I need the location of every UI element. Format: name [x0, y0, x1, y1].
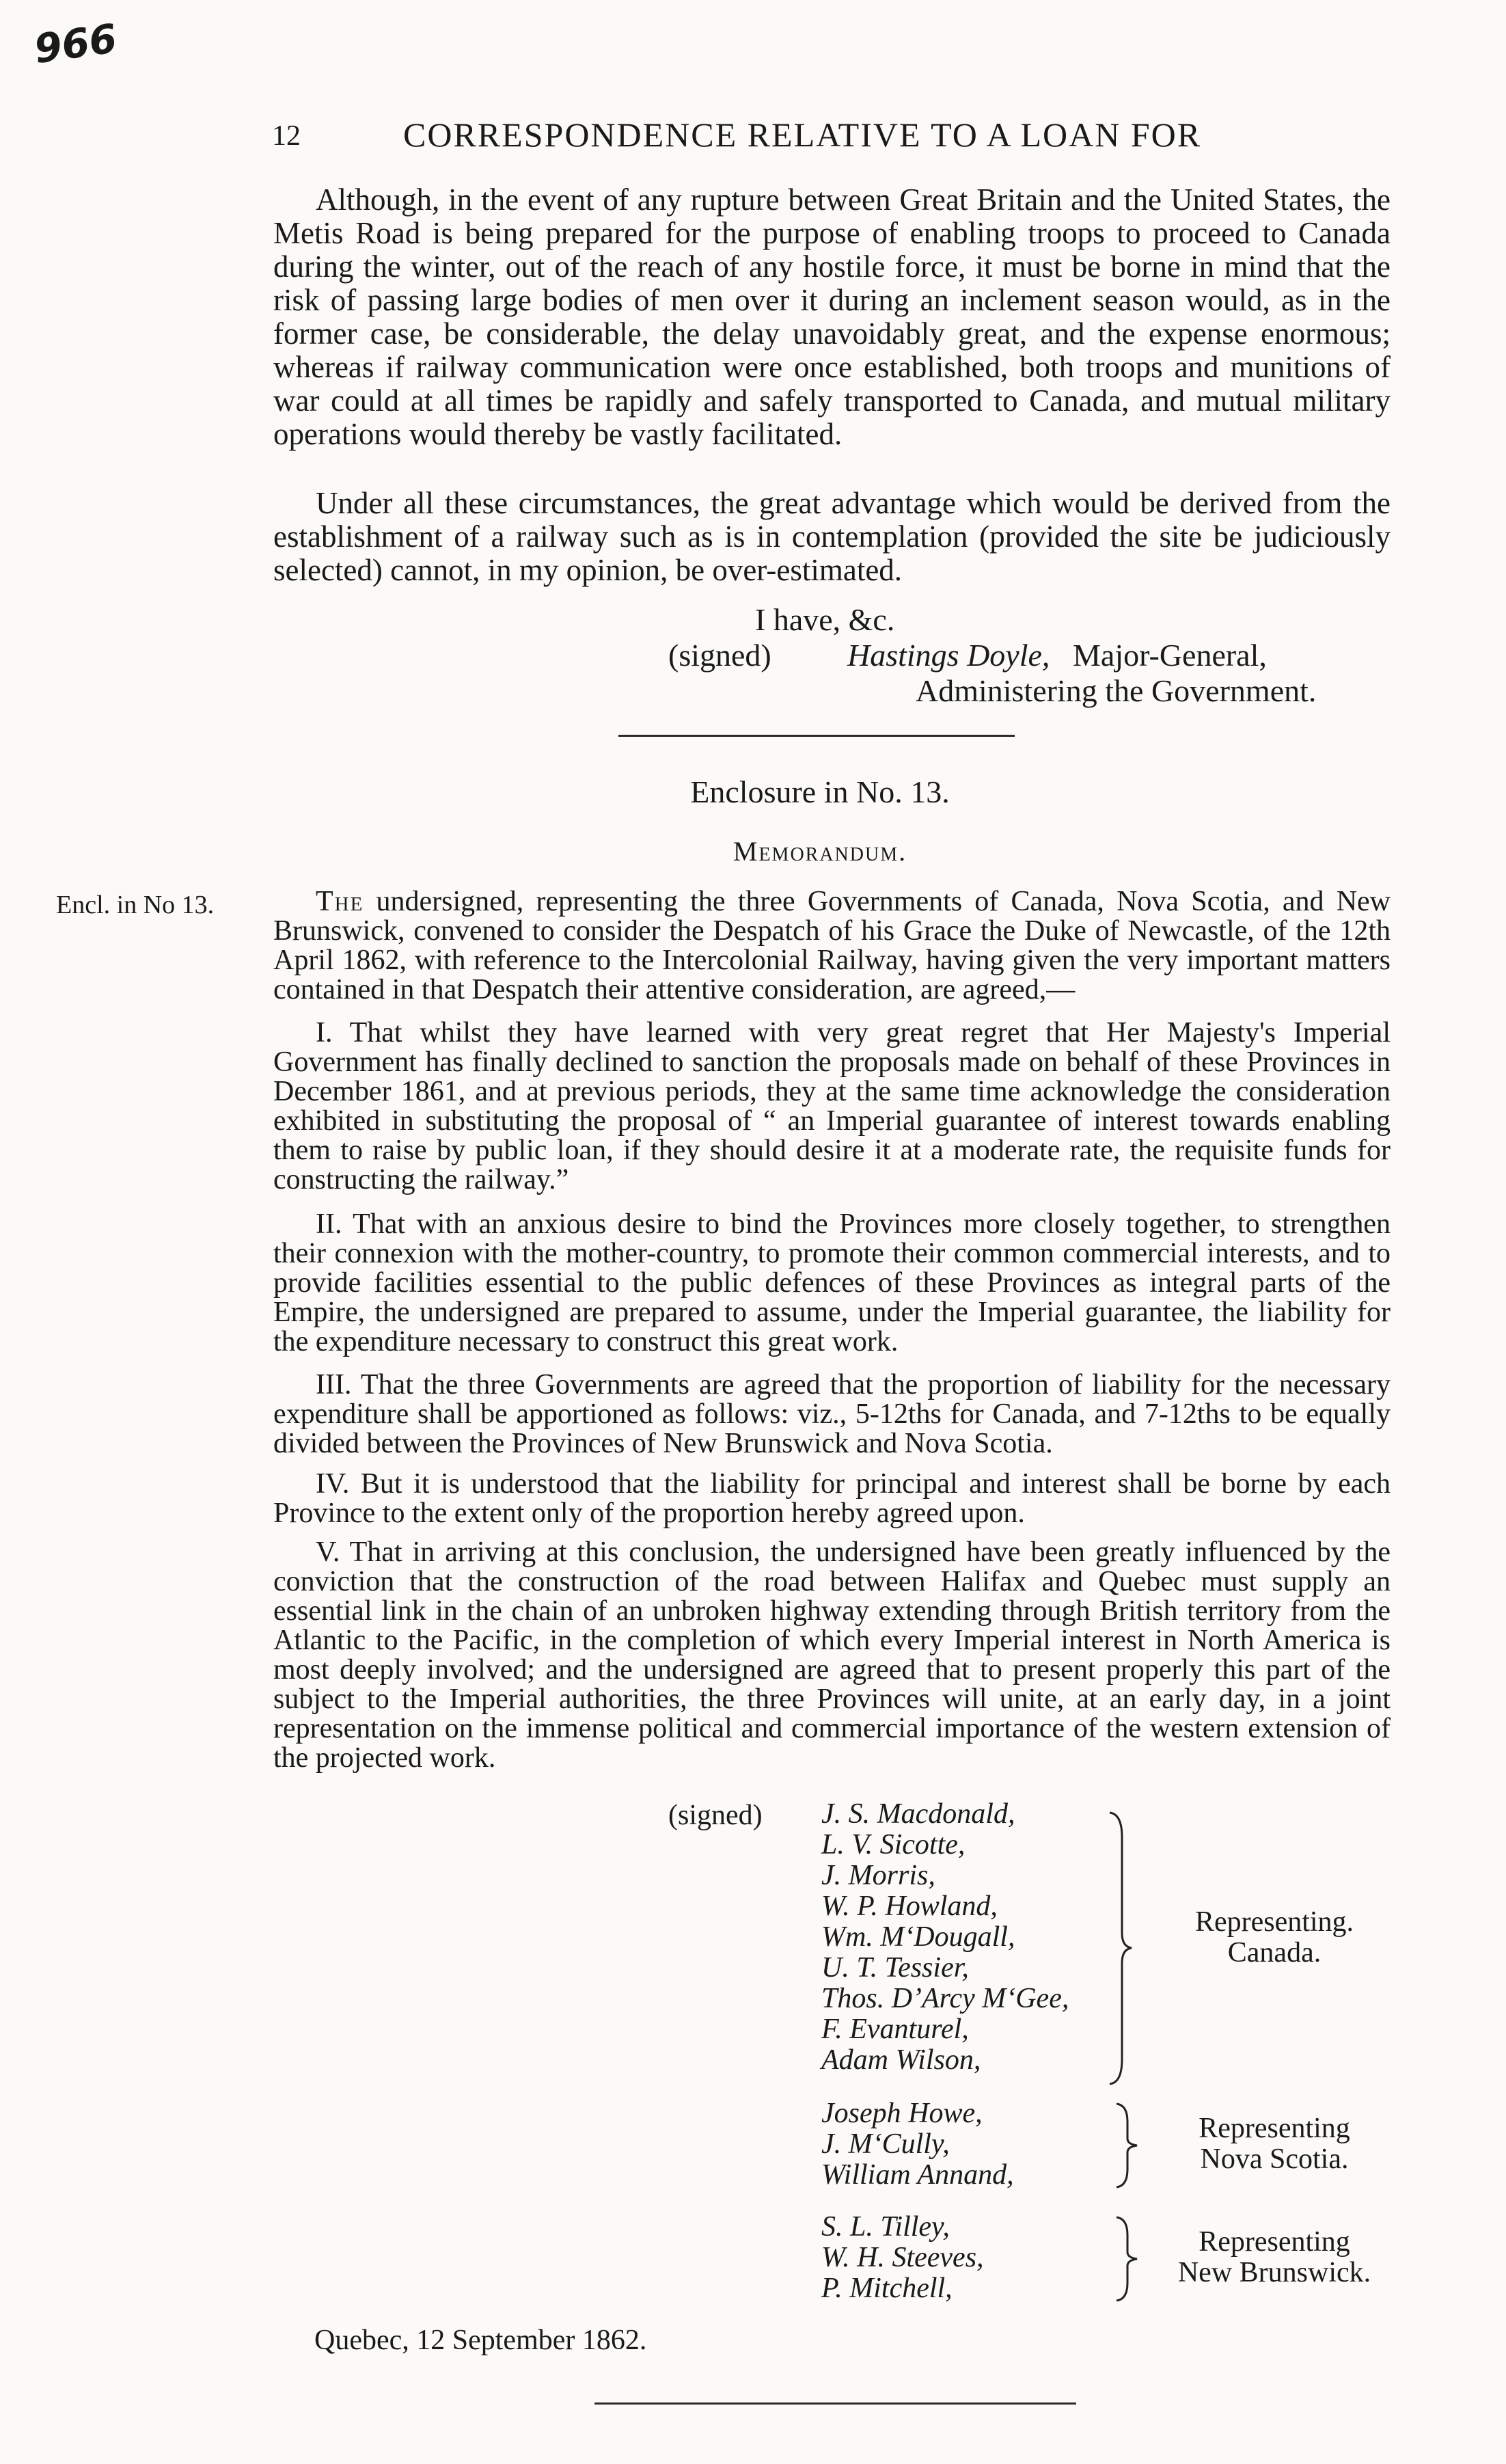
representing-text: Representing [1199, 2113, 1350, 2144]
nova-scotia-brace [1114, 2101, 1141, 2190]
signatory-name: W. H. Steeves, [821, 2242, 984, 2273]
signatory-name: P. Mitchell, [821, 2273, 953, 2304]
canada-signatories [821, 1799, 1069, 2076]
signatory-name: William Annand, [821, 2159, 1014, 2191]
province-name: Nova Scotia. [1200, 2143, 1349, 2175]
signatory-name: Thos. D’Arcy M‘Gee, [821, 1983, 1069, 2014]
canada-representing-label [1162, 1907, 1387, 1968]
canada-brace [1107, 1810, 1134, 2087]
letter-closing: I have, &c. [755, 602, 895, 637]
memorandum-title: Memorandum. [733, 836, 907, 867]
signatory-name: Adam Wilson, [821, 2044, 981, 2076]
representing-text: Representing [1199, 2226, 1350, 2258]
running-head: CORRESPONDENCE RELATIVE TO A LOAN FOR [403, 116, 1202, 154]
letter-signer-name: Hastings Doyle, [847, 638, 1050, 673]
signatory-name: J. M‘Cully, [821, 2128, 950, 2160]
signatory-name: J. S. Macdonald, [821, 1798, 1015, 1830]
letter-signer-title: Administering the Government. [916, 673, 1317, 708]
memorandum-intro-lead: The [316, 886, 364, 917]
memorandum-item-3: III. That the three Governments are agreed that the proportion of liability for the necessary expenditure shall be apportioned as follows: viz., 5-12ths for Canada, and 7-12ths to be equally divided between the Provinces of New Brunswick and Nova Scotia. [273, 1369, 1391, 1459]
signatory-name: W. P. Howland, [821, 1891, 998, 1922]
enclosure-heading: Enclosure in No. 13. [690, 774, 950, 809]
signatory-name: U. T. Tessier, [821, 1952, 969, 1984]
signatory-name: Wm. M‘Dougall, [821, 1921, 1015, 1953]
handwritten-folio-mark: 966 [31, 14, 120, 73]
memorandum-intro-text: undersigned, representing the three Governments of Canada, Nova Scotia, and New Brunswick, convened to consider the Despatch of his Grace the Duke of Newcastle, of the 12th April 1862, with reference to the Intercolonial Railway, having given the very important matters contained in that Despatch their attentive consideration, are agreed,— [273, 886, 1391, 1005]
letter-paragraph-1: Although, in the event of any rupture between Great Britain and the United States, the Metis Road is being prepared for the purpose of enabling troops to proceed to Canada during the winter, out of the reach of any hostile force, it must be borne in mind that the risk of passing large bodies of men over it during an inclement season would, as in the former case, be considerable, the delay unavoidably great, and the expense enormous; whereas if railway communication were once established, both troops and munitions of war could at all times be rapidly and safely transported to Canada, and mutual military operations would thereby be vastly facilitated. [273, 182, 1391, 451]
letter-signed-label: (signed) [668, 638, 771, 673]
signatory-name: F. Evanturel, [821, 2014, 969, 2045]
new-brunswick-representing-label [1162, 2227, 1387, 2288]
new-brunswick-signatories [821, 2212, 984, 2304]
province-name: New Brunswick. [1177, 2257, 1371, 2288]
margin-note: Encl. in No 13. [56, 891, 215, 919]
nova-scotia-representing-label [1162, 2113, 1387, 2175]
memorandum-item-2: II. That with an anxious desire to bind the Provinces more closely together, to strengthen their connexion with the mother-country, to promote their common commercial interests, and to provide facilities essential to the public defences of these Provinces as integral parts of the Empire, the undersigned are prepared to assume, under the Imperial guarantee, the liability for the expenditure necessary to construct this great work. [273, 1208, 1391, 1357]
memorandum-item-4: IV. But it is understood that the liability for principal and interest shall be borne by each Province to the extent only of the proportion hereby agreed upon. [273, 1468, 1391, 1529]
page-number: 12 [272, 120, 301, 152]
representing-text: Representing. [1194, 1906, 1354, 1938]
memorandum-intro [273, 887, 1391, 1005]
signatories-signed-label: (signed) [668, 1800, 763, 1831]
signatory-name: J. Morris, [821, 1860, 935, 1891]
memorandum-item-5: V. That in arriving at this conclusion, the undersigned have been greatly influenced by the conviction that the construction of the road between Halifax and Quebec must supply an essential link in the chain of an unbroken highway extending through British territory from the Atlantic to the Pacific, in the completion of which every Imperial interest in North America is most deeply involved; and the undersigned are agreed that to present properly this part of the subject to the Imperial authorities, the three Provinces will unite, at an early day, in a joint representation on the immense political and commercial importance of the western extension of the projected work. [273, 1536, 1391, 1774]
divider-rule [618, 735, 1015, 737]
date-line: Quebec, 12 September 1862. [314, 2325, 647, 2356]
letter-paragraph-2: Under all these circumstances, the great advantage which would be derived from the establishment of a railway such as is in contemplation (provided the site be judiciously selected) cannot, in my opinion, be over-estimated. [273, 486, 1391, 587]
signatory-name: L. V. Sicotte, [821, 1829, 966, 1860]
closing-rule [594, 2402, 1076, 2405]
signatory-name: Joseph Howe, [821, 2098, 983, 2129]
new-brunswick-brace [1114, 2215, 1141, 2303]
letter-signer-rank: Major-General, [1073, 638, 1267, 673]
signatory-name: S. L. Tilley, [821, 2211, 950, 2243]
province-name: Canada. [1227, 1937, 1322, 1968]
nova-scotia-signatories [821, 2098, 1014, 2191]
memorandum-item-1: I. That whilst they have learned with very great regret that Her Majesty's Imperial Government has finally declined to sanction the proposals made on behalf of these Provinces in December 1861, and at previous periods, they at the same time acknowledge the consideration exhibited in substituting the proposal of “ an Imperial guarantee of interest towards enabling them to raise by public loan, if they should desire it at a moderate rate, the requisite funds for constructing the railway.” [273, 1017, 1391, 1195]
